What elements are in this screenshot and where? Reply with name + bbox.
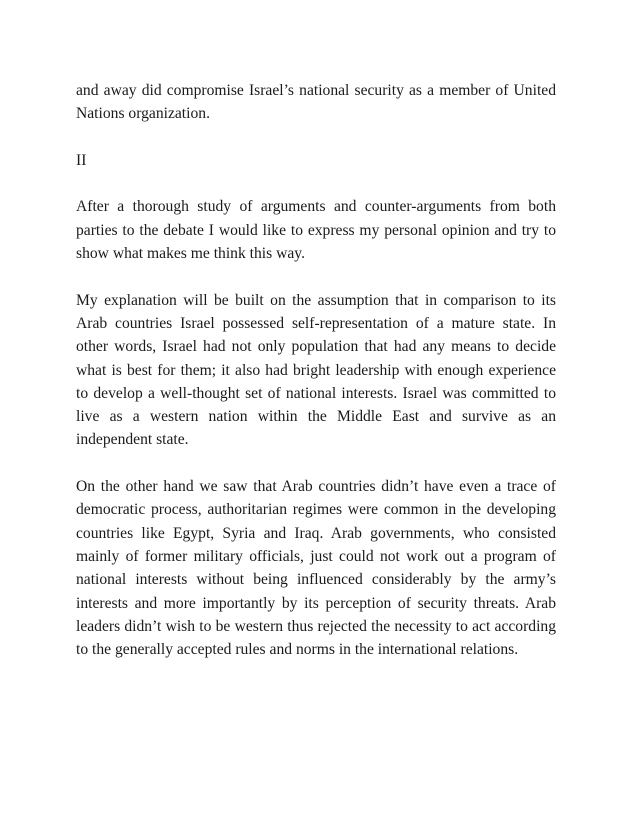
paragraph-israel-assumption: My explanation will be built on the assumption that in comparison to its Arab countries Israel possessed self-representation of a mature state. In other words, Israel had not only population that had any means to decide what is best for them; it also had bright leadership with enough experience to develop a well-thought set of national interests. Israel was committed to live as a western nation within the Middle East and survive as an independent state. xyxy=(76,291,556,449)
section-heading: II xyxy=(76,151,87,169)
paragraph-arab-countries: On the other hand we saw that Arab countries didn’t have even a trace of democratic process, authoritarian regimes were common in the developing countries like Egypt, Syria and Iraq. Arab governments, who consisted mainly of former military officials, just could not work out a program of national interests without being influenced considerably by the army’s interests and more importantly by its perception of security threats. Arab leaders didn’t wish to be western thus rejected the necessity to act according to the generally accepted rules and norms in the international relations. xyxy=(76,478,556,659)
document-body xyxy=(76,79,556,685)
paragraph-continuation: and away did compromise Israel’s national security as a member of United Nations organization. xyxy=(76,82,556,123)
paragraph-opinion-intro: After a thorough study of arguments and counter-arguments from both parties to the debate I would like to express my personal opinion and try to show what makes me think this way. xyxy=(76,198,556,263)
